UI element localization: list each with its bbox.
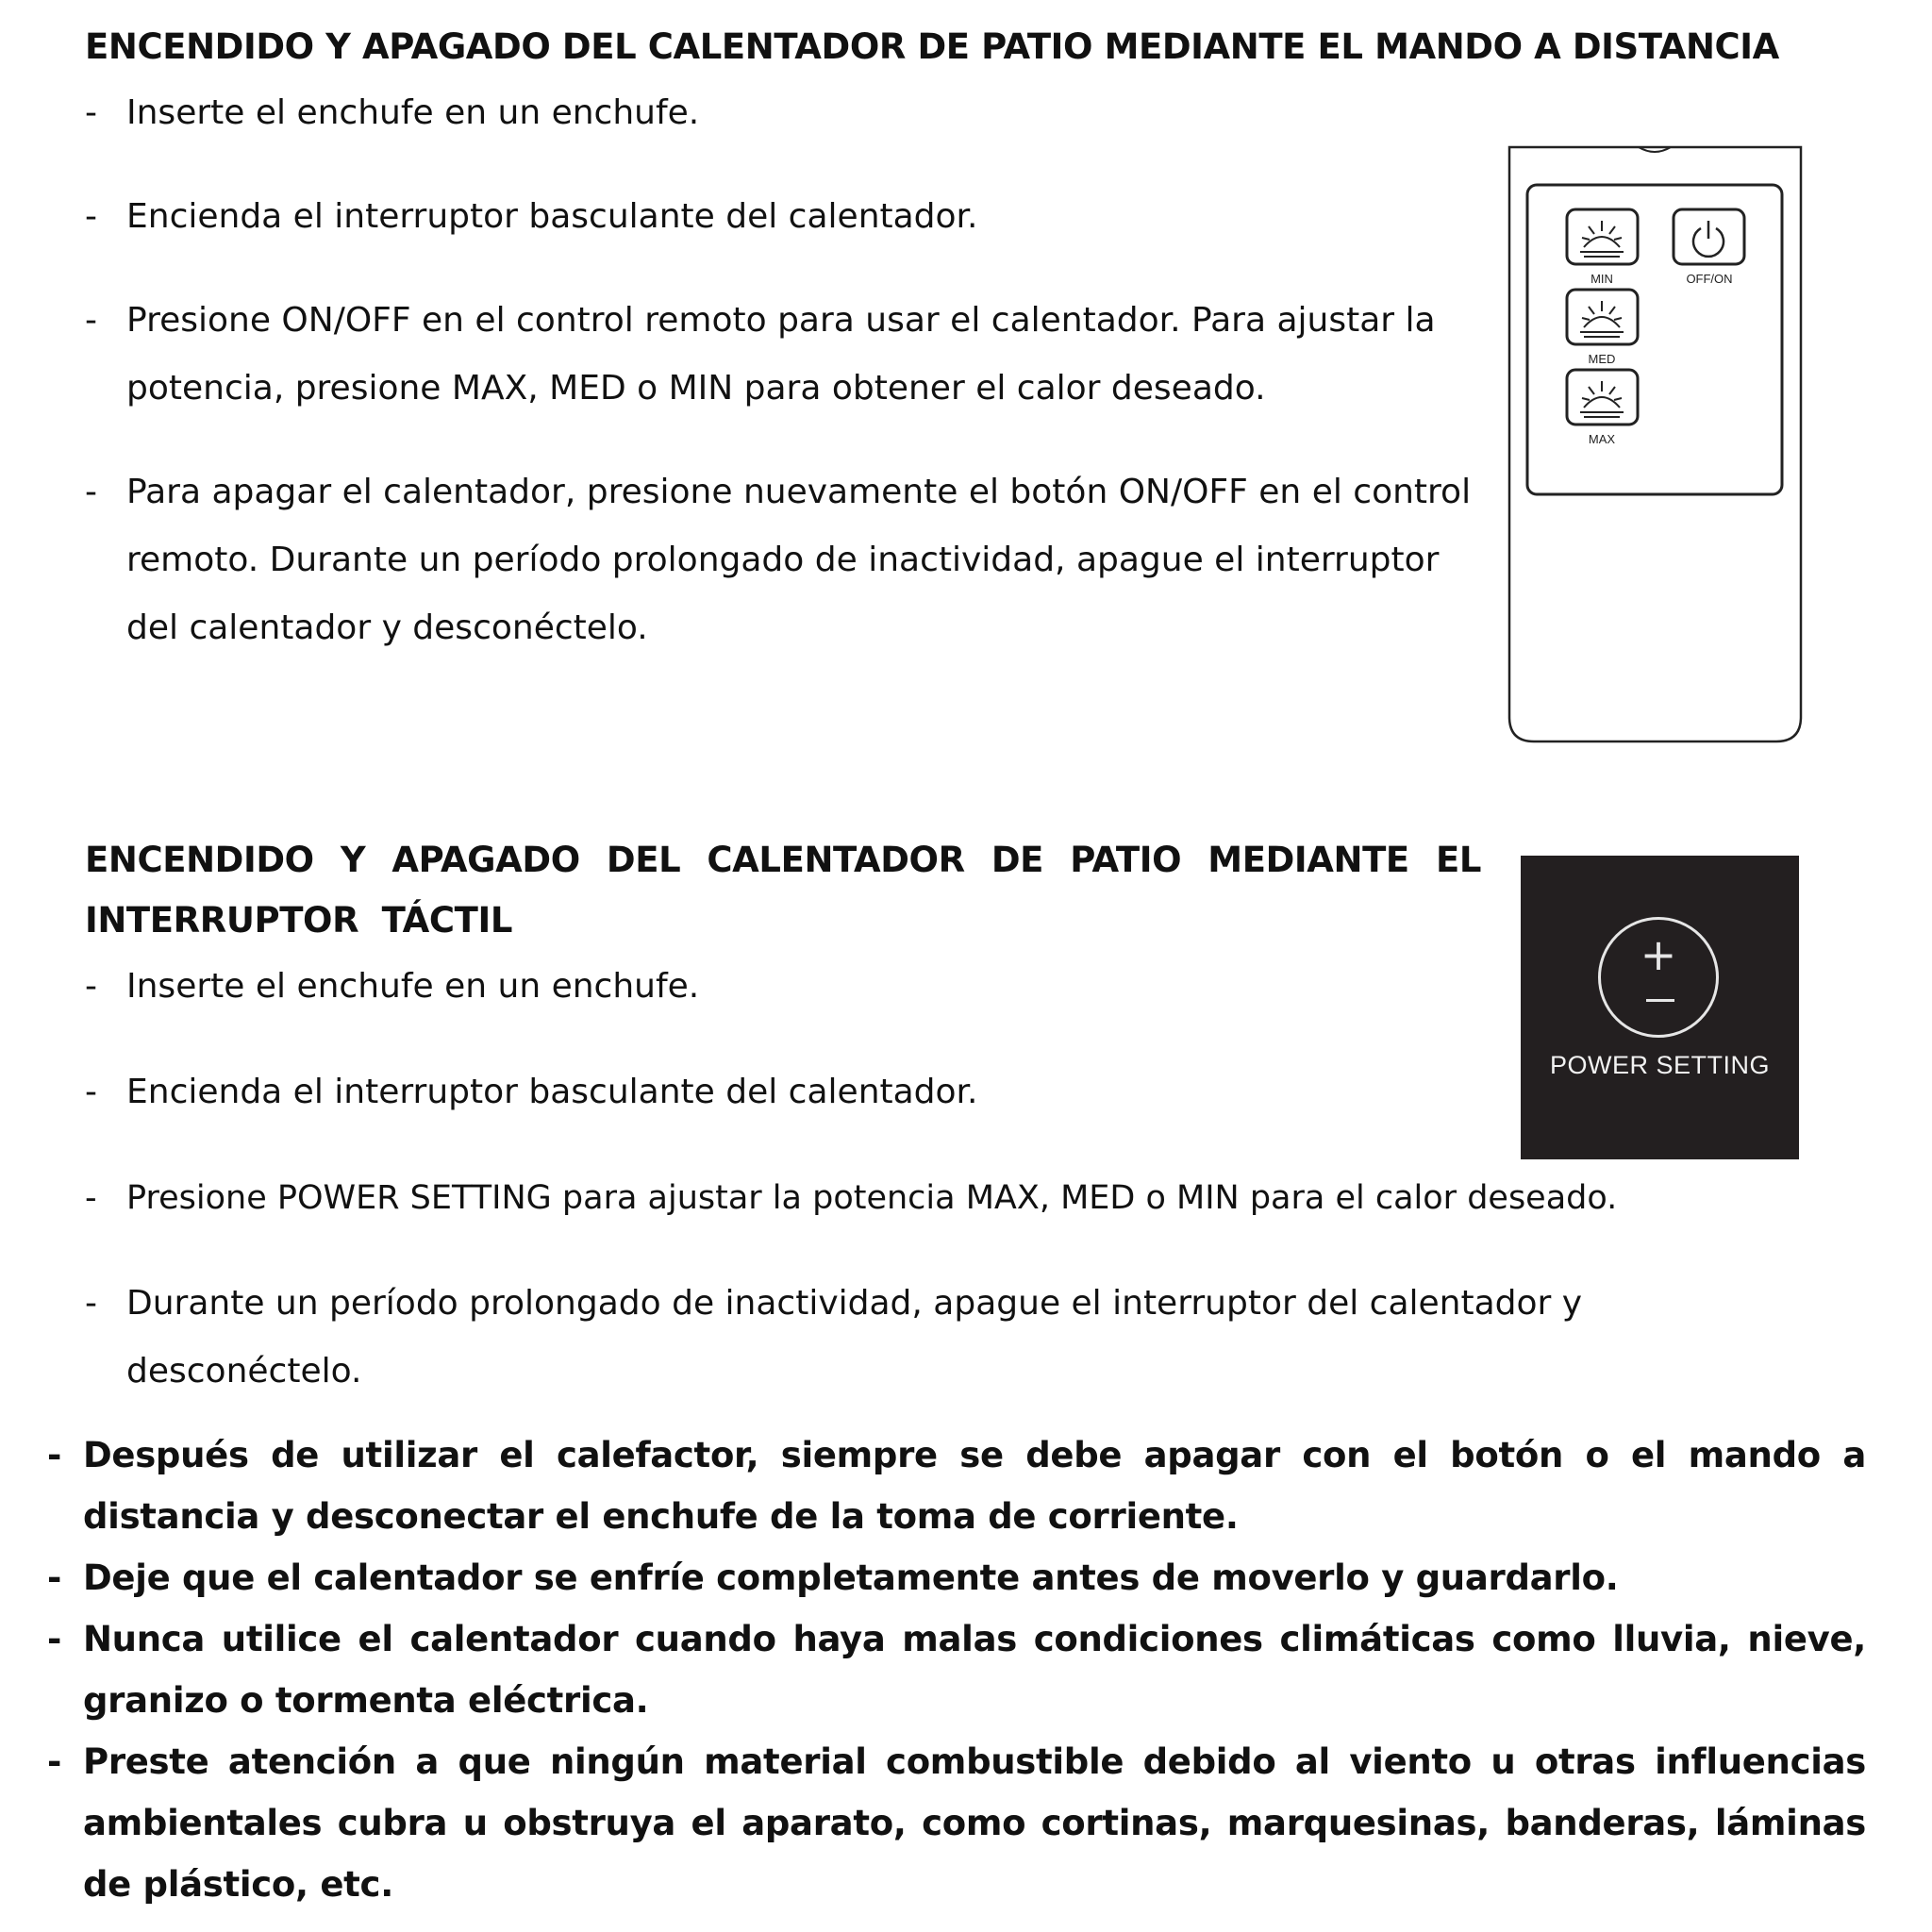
touch-instructions-list	[85, 953, 1877, 1406]
warning-item: - Nunca utilice el calentador cuando haya malas condiciones climáticas como lluvia, nieve, granizo o tormenta eléctrica.	[47, 1608, 1866, 1731]
warnings-list	[47, 1424, 1866, 1915]
plus-icon: +	[1640, 929, 1677, 980]
list-item: - Inserte el enchufe en un enchufe.	[85, 953, 1877, 1021]
list-item: - Encienda el interruptor basculante del calentador.	[85, 183, 1481, 251]
list-item: - Para apagar el calentador, presione nuevamente el botón ON/OFF en el control remoto. Durante un período prolongado de inactividad, apague el interruptor del calentador y desconéctelo.	[85, 458, 1481, 662]
max-label: MAX	[1588, 432, 1616, 446]
remote-instructions-list	[85, 79, 1481, 662]
min-label: MIN	[1591, 272, 1613, 286]
power-setting-label: POWER SETTING	[1549, 1051, 1770, 1079]
list-item: - Presione POWER SETTING para ajustar la potencia MAX, MED o MIN para el calor deseado.	[85, 1164, 1877, 1232]
section-remote-heading: ENCENDIDO Y APAGADO DEL CALENTADOR DE PATIO MEDIANTE EL MANDO A DISTANCIA	[85, 26, 1779, 67]
remote-control-illustration	[1507, 142, 1804, 745]
power-label: OFF/ON	[1686, 272, 1733, 286]
list-item: - Inserte el enchufe en un enchufe.	[85, 79, 1481, 147]
warning-item: - Deje que el calentador se enfríe completamente antes de moverlo y guardarlo.	[47, 1547, 1866, 1608]
med-label: MED	[1588, 352, 1616, 366]
list-item: - Encienda el interruptor basculante del calentador.	[85, 1058, 1877, 1126]
warning-item: - Preste atención a que ningún material combustible debido al viento u otras influencias ambientales cubra u obstruya el aparato, como cortinas, marquesinas, banderas, láminas de plástico, etc.	[47, 1731, 1866, 1915]
list-item: - Presione ON/OFF en el control remoto para usar el calentador. Para ajustar la potencia, presione MAX, MED o MIN para obtener el calor deseado.	[85, 287, 1481, 423]
warning-item: - Después de utilizar el calefactor, siempre se debe apagar con el botón o el mando a distancia y desconectar el enchufe de la toma de corriente.	[47, 1424, 1866, 1547]
section-touch-heading: ENCENDIDO Y APAGADO DEL CALENTADOR DE PATIO MEDIANTE EL INTERRUPTOR TÁCTIL	[85, 840, 1481, 941]
list-item: - Durante un período prolongado de inactividad, apague el interruptor del calentador y desconéctelo.	[85, 1270, 1787, 1406]
